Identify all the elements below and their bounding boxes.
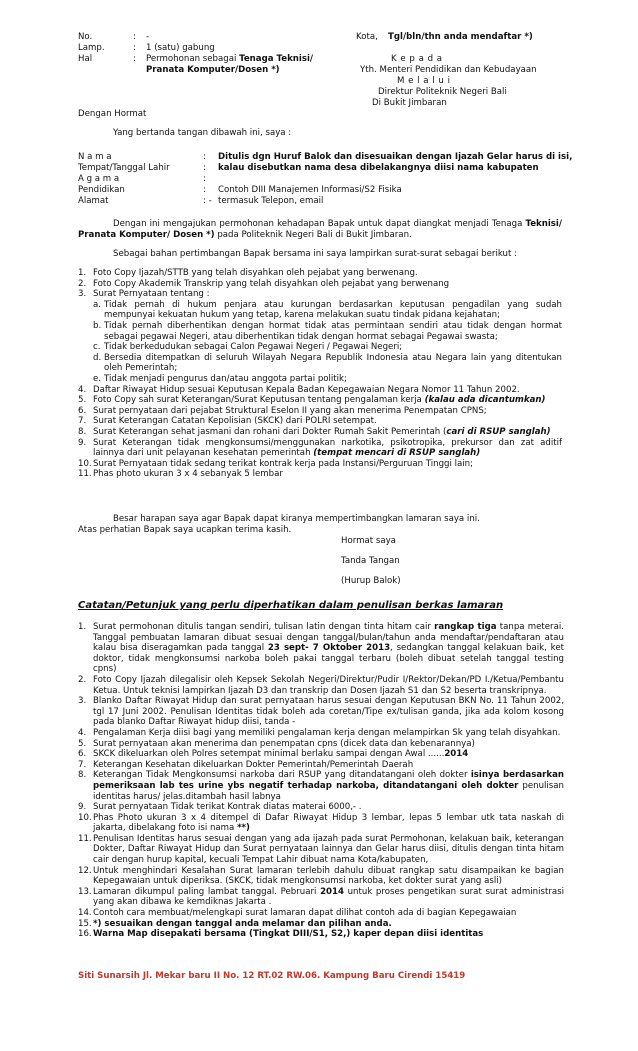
lamp-label: Lamp. — [78, 43, 105, 53]
sub-list-letter: c. — [93, 342, 101, 353]
sub-list-text: Tidak berkedudukan sebagai Calon Pegawai Negeri / Pegawai Negeri; — [104, 342, 403, 353]
list-item — [78, 385, 562, 396]
note-item — [78, 749, 564, 760]
note-item — [78, 622, 564, 675]
note-item — [78, 866, 564, 887]
list-number: 6. — [78, 405, 87, 416]
sub-list-item — [93, 321, 562, 342]
hal-label: Hal — [78, 54, 93, 64]
note-item — [78, 929, 564, 940]
sub-list-text: Tidak pernah di hukum penjara atau kurungan berdasarkan keputusan pengadilan yang sudah mempunyai kekuatan hukum yang tetap, karena melakukan suatu tindak pidana kejahatan; — [104, 299, 562, 321]
signature-tanda: Tanda Tangan — [341, 556, 400, 566]
no-label: No. — [78, 32, 93, 42]
list-text: Daftar Riwayat Hidup sesuai Keputusan Kepala Badan Kepegawaian Negara Nomor 11 Tahun 2002. — [93, 384, 520, 395]
list-item — [78, 406, 562, 417]
note-text: Phas Photo ukuran 3 x 4 ditempel di Dafar Riwayat Hidup 3 lembar, lepas 5 lembar utk tata naskah di jakarta, dibelakang foto isi nama **) — [93, 812, 564, 834]
note-number: 14. — [78, 908, 92, 919]
sub-list-letter: e. — [93, 373, 102, 384]
note-item — [78, 770, 564, 802]
list-number: 2. — [78, 278, 87, 289]
closing-line-1: Besar harapan saya agar Bapak dapat kiranya mempertimbangkan lamaran saya ini. — [113, 514, 480, 524]
field-colon: : — [203, 152, 206, 162]
field-value-pendidikan: Contoh DIII Manajemen Informasi/S2 Fisika — [218, 185, 402, 195]
list-emphasis: cari di RSUP sanglah) — [446, 426, 551, 437]
field-colon: : — [203, 185, 206, 195]
list-text: Surat Keterangan Catatan Kepolisian (SKCK) dari POLRI setempat. — [93, 416, 377, 427]
list-text: Surat Pernyataan tentang : — [93, 289, 210, 300]
field-value-nama: Ditulis dgn Huruf Balok dan disesuaikan dengan Ijazah Gelar harus di isi, — [218, 152, 573, 162]
intro-line: Yang bertanda tangan dibawah ini, saya : — [113, 128, 292, 138]
sub-list — [93, 300, 562, 385]
field-label-ttl: Tempat/Tanggal Lahir — [78, 163, 170, 173]
note-text: Blanko Daftar Riwayat Hidup dan surat pernyataan harus sesuai dengan Keputusan BKN No. 11 Tahun 2002, tgl 17 Juni 2002. Penulisan Identitas tidak boleh ada coretan/Tipe ex/tulisan ganda, jika ada kolom kosong pada blanko Daftar Riwayat hidup diisi, tanda - — [93, 696, 564, 728]
hal-value-line2: Pranata Komputer/Dosen *) — [146, 65, 280, 75]
field-label-agama: A g a m a — [78, 174, 120, 184]
attachments-intro: Sebagai bahan pertimbangan Bapak bersama ini saya lampirkan surat-surat sebagai berikut : — [113, 249, 517, 259]
list-number: 10. — [78, 458, 92, 469]
list-text: Surat pernyataan dari pejabat Struktural Eselon II yang akan menerima Penempatan CPNS; — [93, 405, 487, 416]
note-number: 6. — [78, 749, 87, 760]
note-text: *) sesuaikan dengan tanggal anda melamar dan pilihan anda. — [93, 918, 392, 929]
sub-list-text: Tidak menjadi pengurus dan/atau anggota partai politik; — [104, 373, 347, 384]
list-item — [78, 469, 562, 480]
hal-value-text: Permohonan sebagai — [146, 54, 240, 64]
footer-address: Siti Sunarsih Jl. Mekar baru II No. 12 RT.02 RW.06. Kampung Baru Cirendi 15419 — [78, 971, 466, 981]
sub-list-letter: a. — [93, 299, 101, 310]
list-number: 8. — [78, 426, 87, 437]
note-number: 12. — [78, 865, 92, 876]
note-text: Foto Copy Ijazah dilegalisir oleh Kepsek Sekolah Negeri/Direktur/Pudir I/Rektor/Dekan/PD I./Ketua/Pembantu Ketua. Untuk teknisi lampirkan Ijazah D3 dan transkrip dan Dosen Ijazah S1 dan S2 beserta transkripnya. — [93, 674, 564, 696]
location-line: Di Bukit Jimbaran — [372, 98, 447, 108]
note-text: Pengalaman Kerja diisi bagi yang memiliki pengalaman kerja dengan melampirkan Sk yang telah disyahkan. — [93, 727, 561, 738]
recipient-line: Yth. Menteri Pendidikan dan Kebudayaan — [360, 65, 537, 75]
list-item — [78, 416, 562, 427]
note-number: 10. — [78, 812, 92, 823]
notes-heading: Catatan/Petunjuk yang perlu diperhatikan dalam penulisan berkas lamaran — [78, 600, 504, 611]
sub-list-item — [93, 374, 562, 385]
list-text: Foto Copy Akademik Transkrip yang telah disyahkan oleh pejabat yang berwenang — [93, 278, 450, 289]
note-item — [78, 834, 564, 866]
direktur-line: Direktur Politeknik Negeri Bali — [378, 87, 507, 97]
hal-value — [146, 54, 313, 65]
list-text: Foto Copy sah surat Keterangan/Surat Keputusan tentang pengalaman kerja — [93, 395, 425, 406]
list-item — [78, 279, 562, 290]
hal-colon: : — [133, 54, 136, 64]
sub-list-item — [93, 353, 562, 374]
note-number: 9. — [78, 802, 87, 813]
attachment-list — [78, 268, 562, 480]
list-item — [78, 395, 562, 406]
note-text: Keterangan Tidak Mengkonsumsi narkoba dari RSUP yang ditandatangani oleh dokter isinya berdasarkan pemeriksaan lab tes urine ybs negatif terhadap narkoba, ditandatangani oleh dokter penulisan identitas harus/ jelas.ditambah hasil labnya — [93, 770, 564, 802]
field-colon: : - — [203, 196, 212, 206]
note-item — [78, 919, 564, 930]
field-value-ttl: kalau disebutkan nama desa dibelakangnya diisi nama kabupaten — [218, 163, 539, 173]
note-text: Surat permohonan ditulis tangan sendiri, tulisan latin dengan tinta hitam cair rangkap tiga tanpa meterai. Tanggal pembuatan lamaran dibuat sesuai dengan tanggal/bulan/tahun anda mendaftar/pendaftaran atau kalau bisa diseragamkan pada tanggal 23 sept- 7 Oktober 2013, sedangkan tanggal kelakuan baik, ket doktor, tidak mengkonsumsi narkoba boleh pakai tanggal terbaru (boleh dibuat setelah tanggal testing cpns) — [93, 622, 564, 675]
note-number: 4. — [78, 727, 87, 738]
list-text: Foto Copy Ijazah/STTB yang telah disyahkan oleh pejabat yang berwenang. — [93, 268, 418, 278]
lamp-value: 1 (satu) gabung — [146, 43, 215, 53]
note-item — [78, 802, 564, 813]
note-number: 13. — [78, 886, 92, 897]
sub-list-letter: b. — [93, 320, 102, 331]
note-number: 16. — [78, 929, 92, 940]
note-number: 15. — [78, 918, 92, 929]
note-text: Warna Map disepakati bersama (Tingkat DIII/S1, S2,) kaper depan diisi identitas — [93, 929, 484, 940]
note-item — [78, 675, 564, 696]
note-text: Lamaran dikumpul paling lambat tanggal. Pebruari 2014 untuk proses pengetikan surat surat administrasi yang akan dibawa ke kemdiknas Jakarta . — [93, 886, 564, 908]
no-colon: : — [133, 32, 136, 42]
para1-position: Teknisi/ Pranata Komputer/ Dosen *) — [78, 219, 562, 240]
list-item — [78, 427, 562, 438]
list-item — [78, 268, 562, 279]
note-item — [78, 696, 564, 728]
note-number: 2. — [78, 674, 87, 685]
note-text: Surat pernyataan Tidak terikat Kontrak diatas materai 6000,- . — [93, 802, 362, 813]
melalui-label: M e l a l u i — [397, 76, 451, 86]
signature-huruf: (Hurup Balok) — [341, 576, 401, 586]
list-text: Surat Keterangan tidak mengkonsumsi/menggunakan narkotika, psikotropika, prekursor dan zat aditif lainnya dari unit pelayanan kesehatan pemerintah — [93, 437, 562, 459]
note-number: 7. — [78, 759, 87, 770]
field-label-alamat: Alamat — [78, 196, 109, 206]
list-number: 4. — [78, 384, 87, 395]
note-item — [78, 813, 564, 834]
kota-value: Tgl/bln/thn anda mendaftar *) — [388, 32, 533, 42]
list-number: 3. — [78, 289, 87, 300]
list-item — [78, 459, 562, 470]
closing-line-2: Atas perhatian Bapak saya ucapkan terima kasih. — [78, 525, 292, 535]
field-colon: : — [203, 163, 206, 173]
note-text: Keterangan Kesehatan dikeluarkan Dokter Pemerintah/Pemerintah Daerah — [93, 759, 414, 770]
list-number: 7. — [78, 416, 87, 427]
signature-hormat: Hormat saya — [341, 536, 396, 546]
para1-text-end: pada Politeknik Negeri Bali di Bukit Jimbaran. — [214, 229, 412, 240]
list-number: 5. — [78, 395, 87, 406]
list-emphasis: (tempat mencari di RSUP sanglah) — [313, 448, 481, 459]
hal-value-bold: Tenaga Teknisi/ — [239, 54, 314, 64]
sub-list-letter: d. — [93, 352, 102, 363]
field-label-pendidikan: Pendidikan — [78, 185, 125, 195]
note-number: 11. — [78, 833, 92, 844]
sub-list-item — [93, 342, 562, 353]
note-number: 3. — [78, 696, 87, 707]
note-item — [78, 908, 564, 919]
note-item — [78, 887, 564, 908]
field-label-nama: N a m a — [78, 152, 112, 162]
list-text: Surat Keterangan sehat jasmani dan rohani dari Dokter Rumah Sakit Pemerintah ( — [93, 426, 447, 437]
note-text: SKCK dikeluarkan oleh Polres setempat minimal berlaku sampai dengan Awal ......2014 — [93, 749, 469, 760]
note-item — [78, 760, 564, 771]
list-item — [78, 438, 562, 459]
note-number: 5. — [78, 738, 87, 749]
list-number: 1. — [78, 268, 87, 278]
note-number: 1. — [78, 622, 87, 632]
sub-list-text: Bersedia ditempatkan di seluruh Wilayah Negara Republik Indonesia atau Negara lain yang ditentukan oleh Pemerintah; — [104, 352, 562, 374]
list-emphasis: (kalau ada dicantumkan) — [424, 395, 546, 406]
list-number: 11. — [78, 469, 92, 480]
note-number: 8. — [78, 770, 87, 781]
list-text: Phas photo ukuran 3 x 4 sebanyak 5 lembar — [93, 469, 283, 480]
no-value: - — [146, 32, 150, 42]
list-item — [78, 289, 562, 384]
note-item — [78, 739, 564, 750]
note-text: Penulisan Identitas harus sesuai dengan yang ada ijazah pada surat Permohonan, kelakuan baik, keterangan Dokter, Daftar Riwayat Hidup dan Surat pernyataan lainnya dan Gelar harus diisi, ditulis dengan tinta hitam cair dengan hurup kapital, kecuali Tempat Lahir dibuat nama Kota/kabupaten, — [93, 833, 564, 866]
application-paragraph — [78, 219, 562, 240]
list-number: 9. — [78, 437, 87, 448]
field-colon: : — [203, 174, 206, 184]
note-text: Contoh cara membuat/melengkapi surat lamaran dapat dilihat contoh ada di bagian Kepegawaian — [93, 908, 517, 919]
note-text: Surat pernyataan akan menerima dan penempatan cpns (dicek data dan kebenarannya) — [93, 738, 475, 749]
para1-text: Dengan ini mengajukan permohonan kehadapan Bapak untuk dapat diangkat menjadi Tenaga — [113, 219, 526, 229]
greeting: Dengan Hormat — [78, 109, 147, 119]
lamp-colon: : — [133, 43, 136, 53]
list-text: Surat Pernyataan tidak sedang terikat kontrak kerja pada Instansi/Perguruan Tinggi lain; — [93, 458, 474, 469]
kota-label: Kota, — [356, 32, 378, 42]
kepada-label: K e p a d a — [391, 54, 443, 64]
note-text: Untuk menghindari Kesalahan Surat lamaran terlebih dahulu dibuat rangkap satu disampaikan ke bagian Kepegawaian untuk diperiksa. (SKCK, tidak mengkonsumsi narkoba, ket dokter surat yang asli) — [93, 865, 564, 887]
note-item — [78, 728, 564, 739]
sub-list-text: Tidak pernah diberhentikan dengan hormat tidak atas permintaan sendiri atau tidak dengan hormat sebagai pegawai Negeri, atau diberhentikan tidak dengan hormat sebagai Pegawai swasta; — [104, 320, 562, 342]
notes-list — [78, 622, 564, 940]
field-value-alamat: termasuk Telepon, email — [218, 196, 324, 206]
sub-list-item — [93, 300, 562, 321]
